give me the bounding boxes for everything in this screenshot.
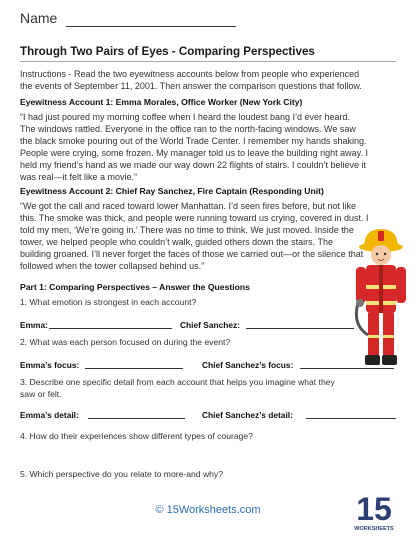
page-title: Through Two Pairs of Eyes - Comparing Perspectives	[20, 45, 315, 58]
name-field[interactable]	[66, 26, 236, 27]
emma-focus-label: Emma’s focus:	[20, 360, 80, 370]
chief-focus-label: Chief Sanchez’s focus:	[202, 360, 294, 370]
logo-number: 15	[356, 491, 392, 527]
question-2: 2. What was each person focused on during the event?	[20, 337, 231, 347]
emma-detail-line[interactable]	[88, 418, 185, 419]
logo-word: WORKSHEETS	[354, 526, 394, 532]
account1-heading: Eyewitness Account 1: Emma Morales, Office Worker (New York City)	[20, 97, 303, 107]
chief-emotion-label: Chief Sanchez:	[180, 320, 241, 330]
emma-focus-line[interactable]	[85, 368, 183, 369]
account2-text: “We got the call and raced toward lower Manhattan. I’d seen fires before, but not like this. The smoke was thick, and people were running toward us crying, covered in dust. I told my men, ‘We’re going in.’ There was no time to think. We just moved. Inside the tower, we helped people who couldn’t walk, guided others down the stairs. The building groaned. I’ll never forget the faces of those we carried out—or the silence that followed when the tower collapsed behind us.”	[20, 201, 369, 271]
title-divider	[20, 61, 396, 62]
footer-link[interactable]: © 15Worksheets.com	[155, 504, 261, 516]
emma-emotion-line[interactable]	[49, 328, 172, 329]
chief-focus-line[interactable]	[300, 368, 394, 369]
account2-heading: Eyewitness Account 2: Chief Ray Sanchez, Fire Captain (Responding Unit)	[20, 186, 324, 196]
chief-detail-label: Chief Sanchez’s detail:	[202, 410, 293, 420]
question-1: 1. What emotion is strongest in each account?	[20, 297, 197, 307]
part1-heading: Part 1: Comparing Perspectives – Answer the Questions	[20, 282, 250, 292]
chief-emotion-line[interactable]	[246, 328, 354, 329]
question-4: 4. How do their experiences show different types of courage?	[20, 431, 253, 441]
question-3: 3. Describe one specific detail from each account that helps you imagine what they saw or felt.	[20, 377, 335, 399]
emma-detail-label: Emma’s detail:	[20, 410, 79, 420]
instructions: Instructions - Read the two eyewitness accounts below from people who experienced the events of September 11, 2001. Then answer the comparison questions that follow.	[20, 69, 362, 91]
question-5: 5. Which perspective do you relate to more-and why?	[20, 469, 224, 479]
name-label: Name	[20, 10, 58, 26]
chief-detail-line[interactable]	[306, 418, 396, 419]
worksheets-logo	[351, 488, 397, 534]
account1-text: “I had just poured my morning coffee when I heard the loudest bang I’d ever heard. The windows rattled. Everyone in the office ran to the north-facing windows. We saw the black smoke pouring out of the World Trade Center. I remember my hands shaking. People were crying, some frozen. My manager told us to leave the building right away. I held my friend’s hand as we made our way down 22 flights of stairs. I couldn’t believe it was real—it felt like a movie.”	[20, 112, 369, 182]
emma-emotion-label: Emma:	[20, 320, 48, 330]
